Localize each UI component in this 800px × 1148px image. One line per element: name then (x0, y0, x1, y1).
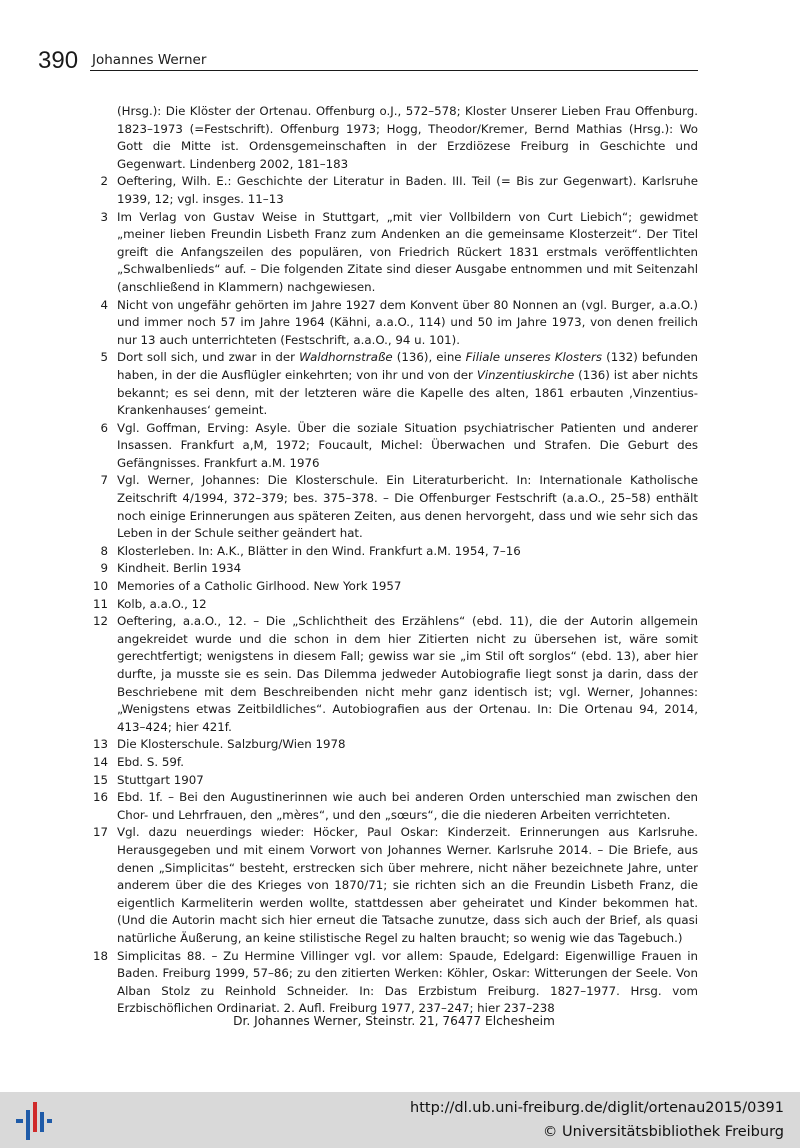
footnote-number: 3 (100, 209, 108, 224)
footnote (88, 543, 698, 561)
footnote-text: Oeftering, a.a.O., 12. – Die „Schlichtheit des Erzählens“ (ebd. 11), die der Autorin allgemein angekreidet wurde und die schon in dem hier Zitierten nicht zu übersehen ist, wäre somit gerechtfertigt; wenigstens in diesem Fall; gewiss war sie „im Stil oft sorglos“ (ebd. 13), aber hier durfte, ja musste sie es sein. Das Dilemma jedweder Autobiografie liegt sonst ja darin, dass der Beschriebene mit dem Beschreibenden nicht mehr ganz identisch ist; vgl. Werner, Johannes: „Wenigstens etwas Zeitbildliches“. Autobiografien aus der Ortenau. In: Die Ortenau 94, 2014, 413–424; hier 421f. (117, 614, 698, 734)
footnote (88, 948, 698, 1018)
footnote-text: Memories of a Catholic Girlhood. New York 1957 (117, 579, 402, 594)
source-url-link[interactable]: http://dl.ub.uni-freiburg.de/diglit/ortenau2015/0391 (410, 1100, 784, 1116)
footnote-text: Oeftering, Wilh. E.: Geschichte der Literatur in Baden. III. Teil (= Bis zur Gegenwart). Karlsruhe 1939, 12; vgl. insges. 11–13 (117, 174, 698, 206)
footnote (88, 824, 698, 947)
footnote (88, 596, 698, 614)
footnote-text: Dort soll sich, und zwar in der Waldhornstraße (136), eine Filiale unseres Klosters (132) befunden haben, in der die Ausflügler einkehrten; von ihr und von der Vinzentiuskirche (136) ist aber nichts bekannt; es sei denn, mit der letzteren wäre die Kapelle des alten, 1861 erbauten ‚Vinzentius-Krankenhauses‘ gemeint. (117, 350, 698, 418)
footnote-number: 17 (92, 825, 108, 840)
page-number: 390 (38, 47, 79, 74)
footnote (88, 472, 698, 542)
footnote-text: Im Verlag von Gustav Weise in Stuttgart, „mit vier Vollbildern von Curt Liebich“; gewidmet „meiner lieben Freundin Lisbeth Franz zum Andenken an die gemeinsame Klosterzeit“. Der Titel greift die Anfangszeilen des populären, von Friedrich Rückert 1831 erstmals veröffentlichten „Schwalbenlieds“ auf. – Die folgenden Zitate sind dieser Ausgabe entnommen und mit Seitenzahl (anschließend in Klammern) nachgewiesen. (117, 209, 698, 294)
footnote-number: 13 (92, 737, 108, 752)
footnote (88, 103, 698, 173)
footnote-number: 4 (100, 297, 108, 312)
footnote-text: Vgl. dazu neuerdings wieder: Höcker, Paul Oskar: Kinderzeit. Erinnerungen aus Karlsruhe. Herausgegeben und mit einem Vorwort von Johannes Werner. Karlsruhe 2014. – Die Briefe, aus denen „Simplicitas“ besteht, erstrecken sich über mehrere, nicht näher bezeichnete Jahre, unter anderem über die des Krieges von 1870/71; sie richten sich an die Freundin Lisbeth Franz, die eigentlich Karmeliterin werden wollte, stattdessen aber geheiratet und Kinder bekommen hat. (Und die Autorin macht sich hier erneut die Tatsache zunutze, dass sich auch der Brief, als quasi natürliche Äußerung, an keine stilistische Regel zu halten braucht; so wenig wie das Tagebuch.) (117, 825, 698, 945)
footnote (88, 297, 698, 350)
author-address: Dr. Johannes Werner, Steinstr. 21, 76477 Elchesheim (233, 1014, 555, 1028)
footnote-number: 2 (100, 174, 108, 189)
ub-freiburg-logo-icon (14, 1100, 54, 1142)
footnote-number: 16 (92, 790, 108, 805)
header-rule (90, 70, 698, 71)
footnote-number: 8 (100, 543, 108, 558)
footnote-number: 11 (92, 596, 108, 611)
footnote-text: Stuttgart 1907 (117, 772, 204, 787)
footnote-text: Klosterleben. In: A.K., Blätter in den Wind. Frankfurt a.M. 1954, 7–16 (117, 543, 521, 558)
footnote (88, 736, 698, 754)
footnote-text: Kolb, a.a.O., 12 (117, 596, 207, 611)
footnote (88, 420, 698, 473)
footnote-number: 9 (100, 561, 108, 576)
copyright-notice: © Universitätsbibliothek Freiburg (542, 1124, 784, 1140)
footnote-text: Simplicitas 88. – Zu Hermine Villinger vgl. vor allem: Spaude, Edelgard: Eigenwillige Frauen in Baden. Freiburg 1999, 57–86; zu den zitierten Werken: Köhler, Oskar: Witterungen der Seele. Von Alban Stolz zu Reinhold Schneider. In: Das Erzbistum Freiburg. 1827–1977. Hrsg. vom Erzbischöflichen Ordinariat. 2. Aufl. Freiburg 1977, 237–247; hier 237–238 (117, 948, 698, 1016)
footnote-number: 15 (92, 772, 108, 787)
footnote-number: 10 (92, 579, 108, 594)
footnote-text: Kindheit. Berlin 1934 (117, 561, 242, 576)
footnote-number: 6 (100, 420, 108, 435)
footnote-number: 5 (100, 350, 108, 365)
footer-bar (0, 1092, 800, 1148)
footnote (88, 789, 698, 824)
footnote (88, 578, 698, 596)
footnote-text: Ebd. 1f. – Bei den Augustinerinnen wie auch bei anderen Orden unterschied man zwischen den Chor- und Lehrfrauen, den „mères“, und den „sœurs“, die die niederen Arbeiten verrichteten. (117, 790, 698, 822)
footnote-text: Nicht von ungefähr gehörten im Jahre 1927 dem Konvent über 80 Nonnen an (vgl. Burger, a.a.O.) und immer noch 57 im Jahre 1964 (Kähni, a.a.O., 114) und 50 im Jahre 1973, von denen freilich nur 13 auch unterrichteten (Festschrift, a.a.O., 94 u. 101). (117, 297, 698, 347)
footnote (88, 173, 698, 208)
footnote (88, 349, 698, 419)
footnote-number: 12 (92, 614, 108, 629)
footnote (88, 772, 698, 790)
footnote (88, 560, 698, 578)
footnote-text: Vgl. Werner, Johannes: Die Klosterschule. Ein Literaturbericht. In: Internationale Katholische Zeitschrift 4/1994, 372–379; bes. 375–378. – Die Offenburger Festschrift (a.a.O., 25–58) enthält noch einige Erinnerungen aus späteren Zeiten, aus denen hervorgeht, dass und wie sehr sich das Leben in der Schule seither geändert hat. (117, 473, 698, 541)
footnote-number: 18 (92, 948, 108, 963)
footnote (88, 613, 698, 736)
footnote-text: Ebd. S. 59f. (117, 754, 184, 769)
footnote-text: (Hrsg.): Die Klöster der Ortenau. Offenburg o.J., 572–578; Kloster Unserer Lieben Frau Offenburg. 1823–1973 (=Festschrift). Offenburg 1973; Hogg, Theodor/Kremer, Bernd Mathias (Hrsg.): Wo Gott die Mitte ist. Ordensgemeinschaften in der Erzdiözese Freiburg in Geschichte und Gegenwart. Lindenberg 2002, 181–183 (117, 104, 698, 171)
footnote-number: 14 (92, 754, 108, 769)
footnote (88, 754, 698, 772)
footnote (88, 209, 698, 297)
running-head: Johannes Werner (92, 52, 207, 68)
footnote-text: Die Klosterschule. Salzburg/Wien 1978 (117, 737, 346, 752)
footnote-text: Vgl. Goffman, Erving: Asyle. Über die soziale Situation psychiatrischer Patienten und anderer Insassen. Frankfurt a,M, 1972; Foucault, Michel: Überwachen und Strafen. Die Geburt des Gefängnisses. Frankfurt a.M. 1976 (117, 420, 698, 470)
footnote-list (88, 103, 698, 1018)
footnote-number: 7 (100, 473, 108, 488)
